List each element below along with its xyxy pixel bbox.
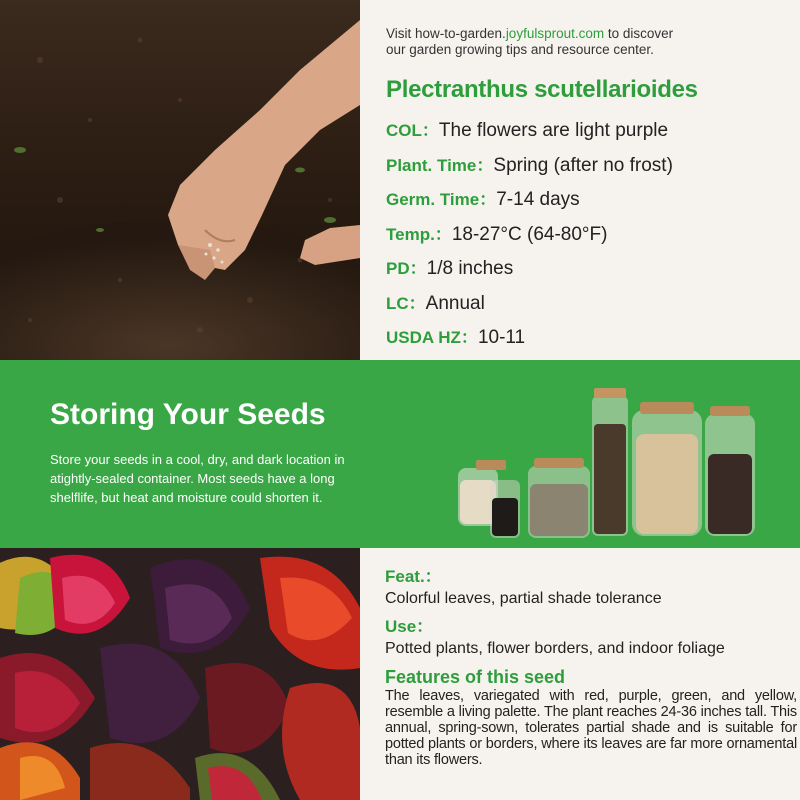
- visit-line2: our garden growing tips and resource center.: [386, 42, 654, 57]
- storing-seeds-band: [0, 360, 800, 548]
- spec-row-usda-hz: [386, 321, 800, 356]
- feat-heading: Feat.：: [385, 567, 442, 586]
- spec-value: 10-11: [477, 327, 526, 348]
- spec-row-pd: [386, 252, 800, 287]
- plant-name-title: Plectranthus scutellarioides: [386, 76, 698, 103]
- features-panel: [360, 548, 800, 800]
- spec-value: 18-27°C (64-80°F): [451, 223, 608, 245]
- soil-hands-photo: [0, 0, 360, 360]
- jar-mixed-seeds: [705, 406, 755, 536]
- spec-label: COL：: [386, 121, 439, 140]
- spec-value: Annual: [425, 292, 485, 314]
- jar-tall-brown-seeds: [592, 388, 628, 536]
- spec-row-plant-time: [386, 149, 800, 184]
- spec-row-lc: [386, 287, 800, 322]
- jar-grey-seeds: [528, 458, 590, 538]
- visit-text: [386, 26, 800, 58]
- spec-label: Plant. Time：: [386, 155, 494, 175]
- storing-text: Store your seeds in a cool, dry, and dark location in atightly-sealed container. Most seeds have a long shelflife, but heat and moisture could shorten it.: [50, 452, 345, 505]
- seed-features-body: The leaves, variegated with red, purple, green, and yellow, resemble a living palette. The plant reaches 24-36 inches tall. This annual, spring-sown, tolerates partial shade and is suitable for potted plants or borders, where its leaves are far more ornamental than its flowers.: [385, 688, 797, 768]
- spec-label: PD：: [386, 259, 427, 278]
- plant-specs-list: [386, 114, 800, 356]
- spec-value: 7-14 days: [496, 189, 580, 210]
- spec-label: Germ. Time：: [386, 190, 497, 209]
- spec-label: Temp.：: [386, 224, 452, 244]
- seed-features-title: Features of this seed: [385, 667, 566, 687]
- spec-value: The flowers are light purple: [438, 120, 669, 141]
- plant-info-panel: [360, 0, 800, 360]
- storing-title: Storing Your Seeds: [50, 398, 326, 431]
- feat-text: Colorful leaves, partial shade tolerance: [385, 590, 662, 607]
- jar-black-seeds: [490, 480, 520, 538]
- spec-label: LC：: [386, 293, 426, 313]
- visit-prefix: Visit how-to-garden.: [386, 26, 506, 41]
- spec-label: USDA HZ：: [386, 328, 478, 347]
- spec-row-temp: [386, 218, 800, 253]
- use-text: Potted plants, flower borders, and indoor foliage: [385, 640, 725, 657]
- spec-row-germ-time: [386, 183, 800, 218]
- spec-value: 1/8 inches: [426, 258, 514, 279]
- spec-row-col: [386, 114, 800, 149]
- seed-jars-illustration: [450, 380, 770, 540]
- spec-value: Spring (after no frost): [493, 154, 673, 176]
- visit-site-link[interactable]: joyfulsprout.com: [505, 26, 605, 41]
- coleus-leaves-photo: [0, 548, 360, 800]
- jar-pumpkin-seeds: [632, 402, 702, 536]
- visit-suffix: to discover: [604, 26, 674, 41]
- use-heading: Use：: [385, 617, 434, 636]
